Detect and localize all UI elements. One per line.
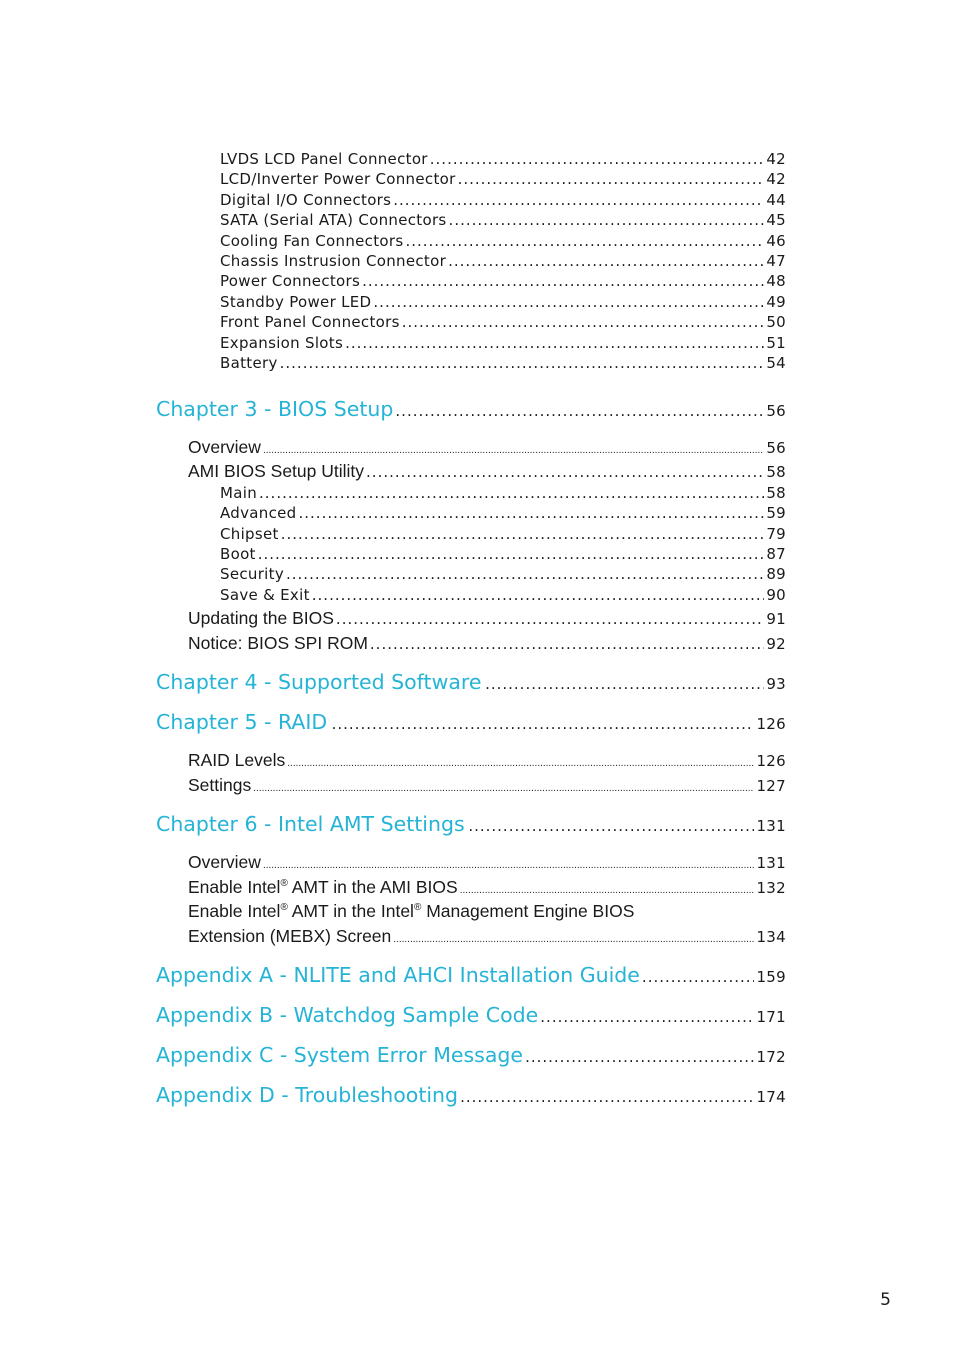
dot-leader [332,715,755,733]
toc-entry-title: Expansion Slots [220,334,344,352]
chapter-4-heading[interactable] [156,670,786,694]
dot-leader [299,504,765,522]
toc-entry-ami-bios[interactable] [188,461,786,482]
dot-leader [280,354,765,372]
toc-entry-title: Overview [188,437,261,457]
chapter-page: 93 [766,675,786,693]
dot-leader [362,272,764,290]
toc-entry-enable-amt[interactable] [188,877,786,898]
toc-entry-page: 50 [766,313,786,331]
toc-entry-title: LCD/Inverter Power Connector [220,170,456,188]
toc-entry-page: 92 [766,635,786,653]
appendix-page: 174 [756,1088,786,1106]
toc-entry-title: Main [220,484,258,502]
appendix-a-heading[interactable] [156,963,786,987]
dot-leader [430,150,765,168]
dot-leader [286,565,764,583]
appendix-title: Appendix B - Watchdog Sample Code [156,1003,539,1027]
toc-entry-page: 87 [766,545,786,563]
toc-entry-title: LVDS LCD Panel Connector [220,150,428,168]
dot-leader [253,783,754,794]
chapter-6-heading[interactable] [156,812,786,836]
appendix-d-heading[interactable] [156,1083,786,1107]
toc-entry[interactable] [220,545,786,563]
dot-leader [336,610,764,628]
toc-entry-page: 46 [766,232,786,250]
toc-entry-page: 58 [766,463,786,481]
chapter-title: Chapter 6 - Intel AMT Settings [156,812,465,836]
toc-entry-page: 45 [766,211,786,229]
toc-entry-title: RAID Levels [188,750,286,770]
toc-entry-page: 134 [756,928,786,946]
dot-leader [468,817,754,835]
toc-entry-amt-overview[interactable] [188,852,786,873]
dot-leader [281,525,765,543]
page-number: 5 [880,1290,891,1310]
chapter-title: Chapter 4 - Supported Software [156,670,482,694]
dot-leader [393,934,754,945]
toc-entry-title: Notice: BIOS SPI ROM [188,633,368,653]
chapter-page: 126 [756,715,786,733]
chapter-5-heading[interactable] [156,710,786,734]
toc-entry-title: Chassis Instrusion Connector [220,252,447,270]
toc-entry[interactable] [220,525,786,543]
appendix-page: 172 [756,1048,786,1066]
dot-leader [540,1008,754,1026]
toc-entry-title: Enable Intel® AMT in the AMI BIOS [188,877,458,897]
toc-entry[interactable] [220,354,786,372]
toc-entry-page: 42 [766,170,786,188]
toc-entry-page: 127 [756,777,786,795]
toc-entry-page: 56 [766,439,786,457]
toc-entry-overview[interactable] [188,437,786,458]
toc-entry-page: 58 [766,484,786,502]
dot-leader [263,860,755,871]
appendix-title: Appendix C - System Error Message [156,1043,524,1067]
toc-entry-title: Boot [220,545,256,563]
dot-leader [370,635,764,653]
toc-entry-page: 48 [766,272,786,290]
toc-entry[interactable] [220,232,786,250]
dot-leader [366,463,764,481]
dot-leader [393,191,764,209]
toc-entry-page: 90 [766,586,786,604]
dot-leader [460,1088,754,1106]
dot-leader [402,313,765,331]
toc-entry-title: Advanced [220,504,297,522]
appendix-c-heading[interactable] [156,1043,786,1067]
toc-entry[interactable] [220,586,786,604]
toc-entry[interactable] [220,504,786,522]
chapter-title: Chapter 3 - BIOS Setup [156,397,394,421]
dot-leader [373,293,764,311]
toc-entry[interactable] [220,150,786,168]
toc-entry[interactable] [220,252,786,270]
appendix-b-heading[interactable] [156,1003,786,1027]
toc-entry-title: Power Connectors [220,272,361,290]
toc-entry-title: Standby Power LED [220,293,372,311]
toc-entry-page: 59 [766,504,786,522]
toc-entry-page: 89 [766,565,786,583]
dot-leader [485,675,764,693]
dot-leader [263,445,764,456]
toc-entry-title: Cooling Fan Connectors [220,232,404,250]
chapter-page: 131 [756,817,786,835]
toc-entry-title: Updating the BIOS [188,608,334,628]
dot-leader [287,758,754,769]
toc-entry-updating-bios[interactable] [188,608,786,629]
toc-entry[interactable] [220,334,786,352]
toc-entry[interactable] [220,313,786,331]
dot-leader [448,252,764,270]
toc-entry-title: Chipset [220,525,279,543]
dot-leader [258,545,765,563]
dot-leader [642,968,755,986]
toc-entry-page: 79 [766,525,786,543]
dot-leader [460,885,755,896]
toc-entry-title: Extension (MEBX) Screen [188,926,392,946]
toc-entry-title: Overview [188,852,261,872]
toc-entry[interactable] [220,191,786,209]
toc-entry-page: 51 [766,334,786,352]
dot-leader [312,586,765,604]
toc-entry[interactable] [220,484,786,502]
toc-entry-title: Security [220,565,284,583]
toc-entry-page: 132 [756,879,786,897]
dot-leader [525,1048,754,1066]
toc-entry-raid-levels[interactable] [188,750,786,771]
chapter-page: 56 [766,402,786,420]
toc-entry[interactable] [220,211,786,229]
toc-entry-title: AMI BIOS Setup Utility [188,461,365,481]
appendix-title: Appendix D - Troubleshooting [156,1083,459,1107]
toc-entry-enable-mebx-line1[interactable]: Enable Intel® AMT in the Intel® Management Engine BIOS [188,901,635,921]
toc-entry-page: 44 [766,191,786,209]
appendix-title: Appendix A - NLITE and AHCI Installation Guide [156,963,640,987]
toc-entry-page: 131 [756,854,786,872]
toc-entry[interactable] [220,170,786,188]
dot-leader [395,402,764,420]
toc-entry-title: Battery [220,354,278,372]
toc-entry-title: Front Panel Connectors [220,313,400,331]
toc-entry-title: SATA (Serial ATA) Connectors [220,211,447,229]
toc-entry-title: Save & Exit [220,586,310,604]
toc-entry[interactable] [220,565,786,583]
toc-entry-enable-mebx[interactable] [188,926,786,947]
toc-entry-page: 42 [766,150,786,168]
toc-entry-page: 126 [756,752,786,770]
chapter-3-heading[interactable] [156,397,786,421]
toc-entry[interactable] [220,293,786,311]
toc-entry[interactable] [220,272,786,290]
dot-leader [449,211,765,229]
toc-entry-settings[interactable] [188,775,786,796]
toc-entry-page: 91 [766,610,786,628]
toc-entry-page: 47 [766,252,786,270]
toc-entry-page: 54 [766,354,786,372]
dot-leader [458,170,765,188]
toc-entry-title: Digital I/O Connectors [220,191,392,209]
appendix-page: 159 [756,968,786,986]
toc-entry-page: 49 [766,293,786,311]
toc-entry-notice[interactable] [188,633,786,654]
chapter-title: Chapter 5 - RAID [156,710,328,734]
toc-entry-title: Settings [188,775,252,795]
dot-leader [405,232,764,250]
dot-leader [345,334,764,352]
dot-leader [259,484,764,502]
appendix-page: 171 [756,1008,786,1026]
